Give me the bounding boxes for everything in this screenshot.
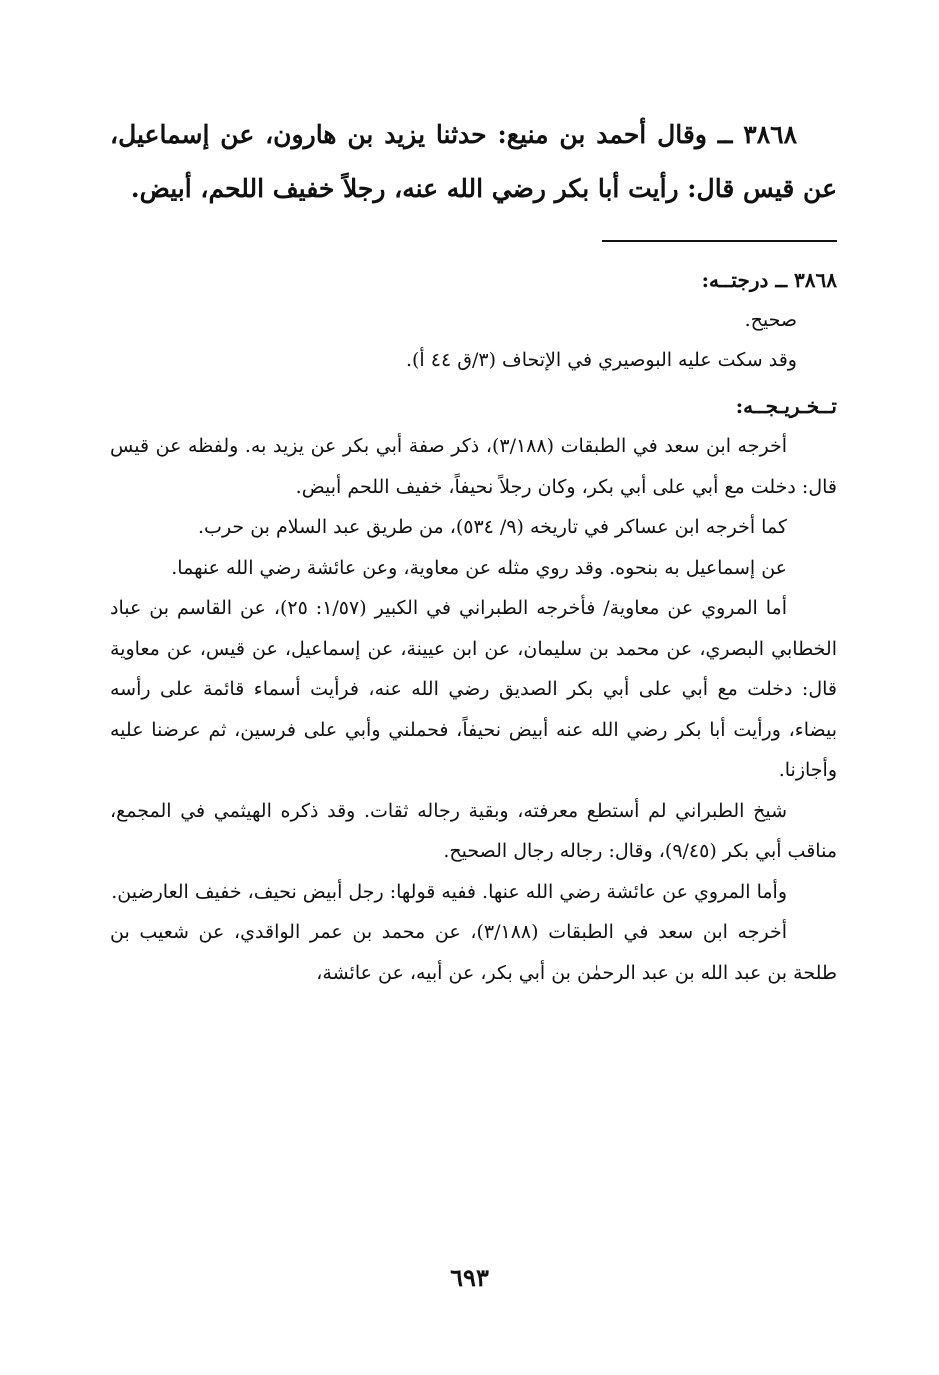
takhrij-paragraph: أما المروي عن معاوية/ فأخرجه الطبراني في الكبير (١/٥٧: ٢٥)، عن القاسم بن عباد الخطابي البصري، عن محمد بن سليمان، عن ابن عيينة، عن إسماعيل، عن قيس، عن معاوية قال: دخلت مع أبي على أبي بكر الصديق رضي الله عنه، فرأيت أسماء قائمة على رأسه بيضاء، ورأيت أبا بكر رضي الله عنه أبيض نحيفاً، فحملني وأبي على فرسين، ثم عرضنا عليه وأجازنا.: [110, 597, 837, 781]
takhrij-heading: تــخـريـجــه:: [735, 394, 837, 418]
grading-verdict: صحيح.: [744, 309, 797, 331]
takhrij-paragraph: كما أخرجه ابن عساكر في تاريخه (٩/ ٥٣٤)، من طريق عبد السلام بن حرب.: [198, 516, 787, 538]
takhrij-paragraph: أخرجه ابن سعد في الطبقات (٣/١٨٨)، عن محمد بن عمر الواقدي، عن شعيب بن طلحة بن عبد الله بن عبد الرحمٰن بن أبي بكر، عن أبيه، عن عائشة،: [110, 921, 837, 984]
grading-heading: ٣٨٦٨ ــ درجتــه:: [701, 268, 837, 292]
book-page: [110, 108, 837, 1318]
takhrij-paragraph: وأما المروي عن عائشة رضي الله عنها. ففيه قولها: رجل أبيض نحيف، خفيف العارضين.: [111, 880, 787, 903]
takhrij-paragraph: أخرجه ابن سعد في الطبقات (٣/١٨٨)، ذكر صفة أبي بكر عن يزيد به. ولفظه عن قيس قال: دخلت مع أبي على أبي بكر، وكان رجلاً نحيفاً، خفيف اللحم أبيض.: [110, 435, 837, 498]
page-number: ٦٩٣: [450, 1263, 489, 1292]
footnote-separator: [602, 240, 837, 242]
grading-note: وقد سكت عليه البوصيري في الإتحاف (٣/ق ٤٤ أ).: [405, 349, 797, 371]
hadith-text: ٣٨٦٨ ــ وقال أحمد بن منيع: حدثنا يزيد بن هارون، عن إسماعيل، عن قيس قال: رأيت أبا بكر رضي الله عنه، رجلاً خفيف اللحم، أبيض.: [110, 120, 837, 203]
takhrij-paragraph: شيخ الطبراني لم أستطع معرفته، وبقية رجاله ثقات. وقد ذكره الهيثمي في المجمع، مناقب أبي بكر (٩/٤٥)، وقال: رجاله رجال الصحيح.: [110, 799, 837, 862]
takhrij-paragraph: عن إسماعيل به بنحوه. وقد روي مثله عن معاوية، وعن عائشة رضي الله عنهما.: [171, 556, 787, 579]
